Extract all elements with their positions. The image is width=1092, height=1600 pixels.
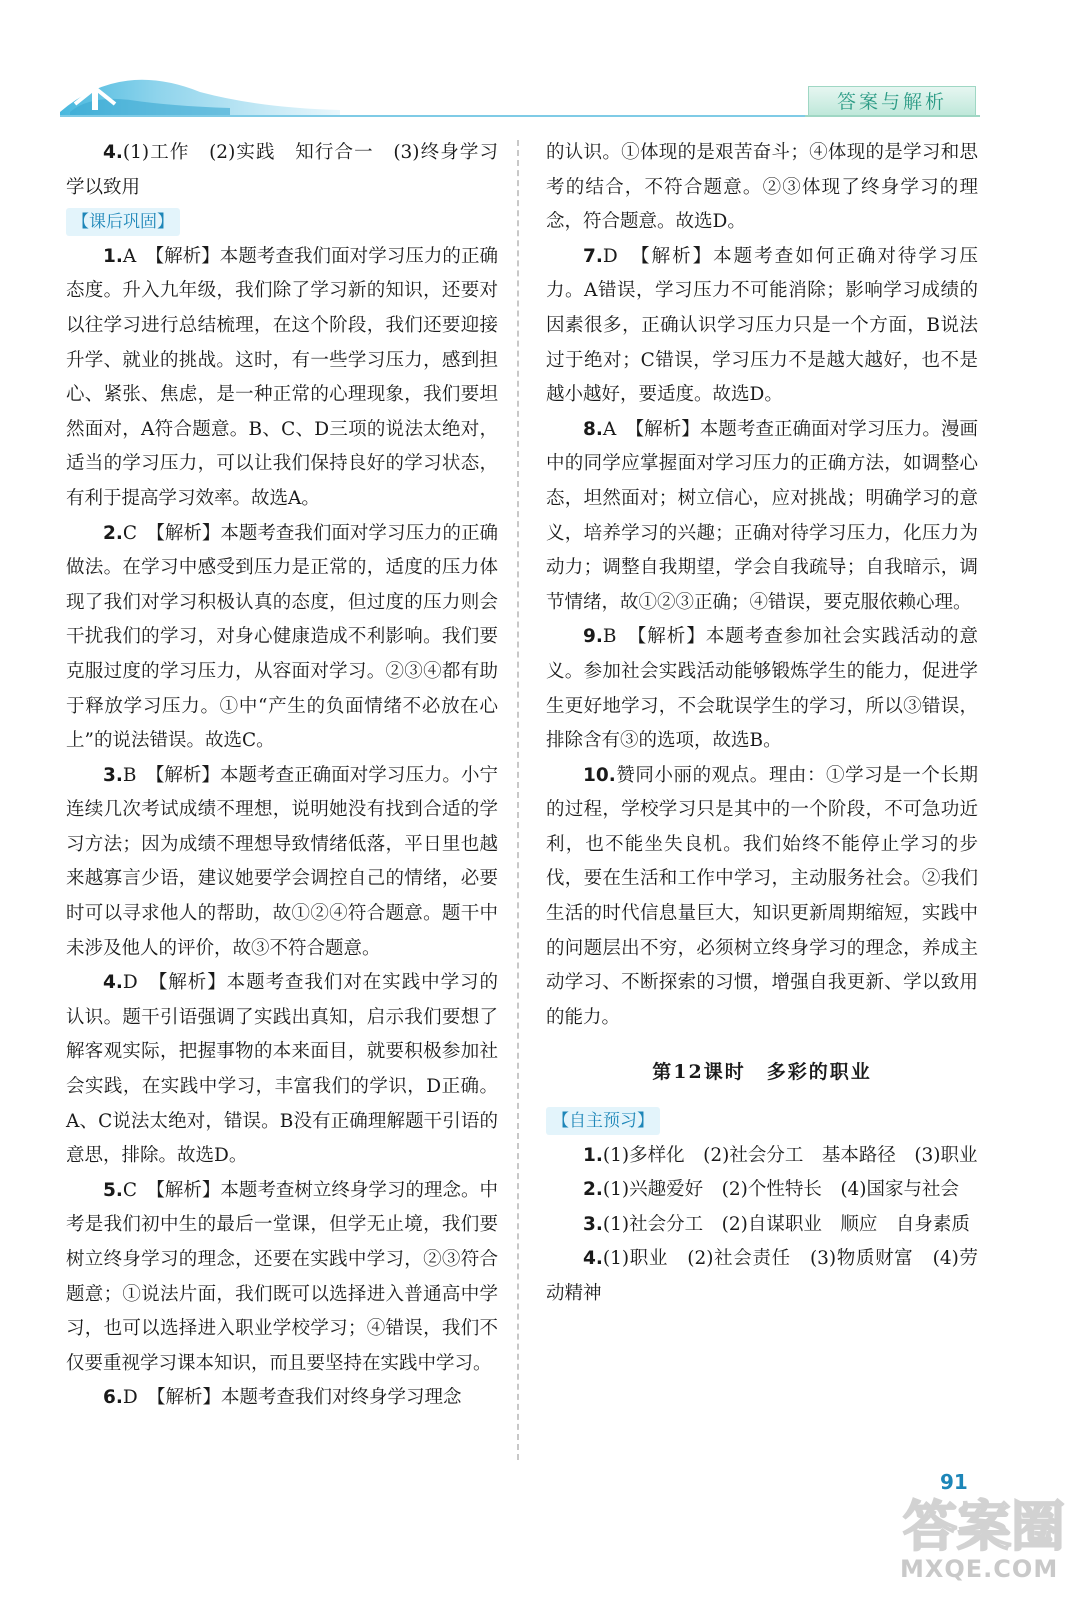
answer-text: 赞同小丽的观点。理由：①学习是一个长期的过程，学校学习只是其中的一个阶段，不可急功近利，也不能坐失良机。我们始终不能停止学习的步伐，要在生活和工作中学习，主动服务社会。②我们生活的时代信息量巨大，知识更新周期缩短，实践中的问题层出不穷，必须树立终身学习的理念，养成主动学习、不断探索的习惯，增强自我更新、学以致用的能力。 bbox=[546, 764, 978, 1028]
answer-text: C 【解析】本题考查我们面对学习压力的正确做法。在学习中感受到压力是正常的，适度的压力体现了我们对学习积极认真的态度，但过度的压力则会干扰我们的学习，对身心健康造成不利影响。我们要克服过度的学习压力，从容面对学习。②③④都有助于释放学习压力。①中“产生的负面情绪不必放在心上”的说法错误。故选C。 bbox=[66, 522, 498, 752]
answer-paragraph bbox=[66, 759, 498, 967]
question-number: 3. bbox=[583, 1213, 603, 1235]
answer-paragraph bbox=[66, 517, 498, 759]
right-column bbox=[546, 136, 978, 1312]
answer-paragraph bbox=[546, 413, 978, 621]
answer-paragraph bbox=[66, 1174, 498, 1382]
answer-paragraph bbox=[546, 240, 978, 413]
question-number: 10. bbox=[583, 764, 616, 786]
question-number: 1. bbox=[583, 1144, 603, 1166]
column-divider bbox=[517, 140, 519, 1460]
answer-text: A 【解析】本题考查正确面对学习压力。漫画中的同学应掌握面对学习压力的正确方法，如调整心态，坦然面对；树立信心，应对挑战；明确学习的意义，培养学习的兴趣；正确对待学习压力，化压力为动力；调整自我期望，学会自我疏导；自我暗示，调节情绪，故①②③正确；④错误，要克服依赖心理。 bbox=[546, 418, 978, 613]
answer-text: (1)职业 (2)社会责任 (3)物质财富 (4)劳动精神 bbox=[546, 1248, 978, 1304]
left-column bbox=[66, 136, 517, 1416]
question-number: 5. bbox=[103, 1179, 123, 1201]
question-number: 2. bbox=[583, 1179, 603, 1201]
answer-paragraph bbox=[546, 759, 978, 1036]
answer-paragraph bbox=[546, 1242, 978, 1311]
question-number: 3. bbox=[103, 764, 123, 786]
header-section-title: 答案与解析 bbox=[808, 86, 976, 116]
question-number: 7. bbox=[583, 245, 603, 267]
answer-paragraph bbox=[546, 136, 978, 240]
page-number: 91 bbox=[940, 1470, 968, 1494]
question-number: 9. bbox=[583, 626, 603, 648]
answer-paragraph bbox=[546, 1208, 978, 1243]
answer-paragraph bbox=[546, 1173, 978, 1208]
question-number: 1. bbox=[103, 245, 123, 267]
answer-paragraph bbox=[66, 1381, 498, 1416]
question-number: 4. bbox=[103, 972, 123, 994]
answer-text: D 【解析】本题考查我们对在实践中学习的认识。题干引语强调了实践出真知，启示我们要想了解客观实际，把握事物的本来面目，就要积极参加社会实践，在实践中学习，丰富我们的学识，D正确。A、C说法太绝对，错误。B没有正确理解题干引语的意思，排除。故选D。 bbox=[66, 972, 498, 1167]
answer-text: C 【解析】本题考查树立终身学习的理念。中考是我们初中生的最后一堂课，但学无止境，我们要树立终身学习的理念，还要在实践中学习，②③符合题意；①说法片面，我们既可以选择进入普通高中学习，也可以选择进入职业学校学习；④错误，我们不仅要重视学习课本知识，而且要坚持在实践中学习。 bbox=[66, 1179, 498, 1374]
question-number: 6. bbox=[103, 1387, 123, 1409]
answer-text: (1)社会分工 (2)自谋职业 顺应 自身素质 bbox=[602, 1213, 970, 1235]
answer-text: D 【解析】本题考查如何正确对待学习压力。A错误，学习压力不可能消除；影响学习成绩的因素很多，正确认识学习压力只是一个方面，B说法过于绝对；C错误，学习压力不是越大越好，也不是越小越好，要适度。故选D。 bbox=[546, 245, 978, 406]
section-tag-row bbox=[66, 205, 498, 240]
answer-text: (1)多样化 (2)社会分工 基本路径 (3)职业 bbox=[602, 1144, 978, 1166]
watermark-text: MXQE.COM bbox=[900, 1555, 1059, 1583]
answer-paragraph bbox=[66, 966, 498, 1174]
answer-text: (1)工作 (2)实践 知行合一 (3)终身学习 学以致用 bbox=[66, 142, 517, 198]
answer-text: D 【解析】本题考查我们对终身学习理念 bbox=[122, 1387, 462, 1409]
lesson-title: 第12课时 多彩的职业 bbox=[652, 1061, 872, 1084]
answer-text: (1)兴趣爱好 (2)个性特长 (4)国家与社会 bbox=[602, 1179, 960, 1201]
answer-text: 的认识。①体现的是艰苦奋斗；④体现的是学习和思考的结合，不符合题意。②③体现了终身学习的理念，符合题意。故选D。 bbox=[546, 142, 978, 233]
answer-text: A 【解析】本题考查我们面对学习压力的正确态度。升入九年级，我们除了学习新的知识，还要对以往学习进行总结梳理，在这个阶段，我们还要迎接升学、就业的挑战。这时，有一些学习压力，感到担心、紧张、焦虑，是一种正常的心理现象，我们要坦然面对，A符合题意。B、C、D三项的说法太绝对，适当的学习压力，可以让我们保持良好的学习状态，有利于提高学习效率。故选A。 bbox=[66, 245, 498, 509]
answer-paragraph bbox=[66, 136, 517, 205]
section-tag-row bbox=[546, 1104, 978, 1139]
question-number: 4. bbox=[103, 142, 123, 163]
answer-text: B 【解析】本题考查正确面对学习压力。小宁连续几次考试成绩不理想，说明她没有找到合适的学习方法；因为成绩不理想导致情绪低落，平日里也越来越寡言少语，建议她要学会调控自己的情绪，必要时可以寻求他人的帮助，故①②④符合题意。题干中未涉及他人的评价，故③不符合题意。 bbox=[66, 764, 498, 959]
svg-text:答案圈: 答案圈 bbox=[903, 1495, 1065, 1558]
answer-paragraph bbox=[546, 1139, 978, 1174]
section-tag: 【课后巩固】 bbox=[66, 208, 180, 236]
question-number: 2. bbox=[103, 522, 123, 544]
page-header bbox=[0, 0, 1092, 120]
question-number: 8. bbox=[583, 418, 603, 440]
section-tag: 【自主预习】 bbox=[546, 1107, 660, 1135]
question-number: 4. bbox=[583, 1248, 603, 1270]
answer-paragraph bbox=[546, 620, 978, 758]
answer-paragraph bbox=[66, 240, 498, 517]
answer-text: B 【解析】本题考查参加社会实践活动的意义。参加社会实践活动能够锻炼学生的能力，促进学生更好地学习，不会耽误学生的学习，所以③错误，排除含有③的选项，故选B。 bbox=[546, 626, 978, 752]
